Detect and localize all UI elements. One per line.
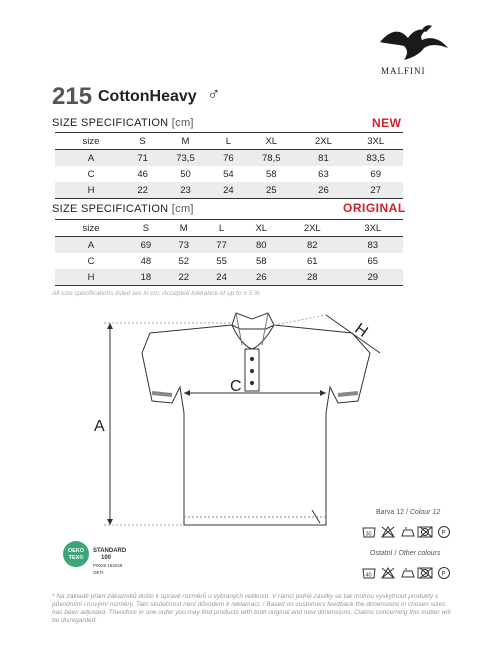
svg-text:TEX®: TEX® (68, 555, 84, 561)
care-label-en: Other colours (398, 550, 441, 557)
care-icons-other (362, 566, 452, 580)
table-cell: 65 (343, 253, 404, 269)
table-cell: 24 (213, 182, 244, 199)
oeko-tex-standard (93, 548, 126, 576)
table-cell: 52 (165, 253, 203, 269)
table-header-row (55, 133, 403, 150)
gender-symbol: ♂ (207, 84, 221, 104)
table-cell: H (55, 269, 127, 286)
care-label-colour12 (376, 509, 440, 516)
size-table-new (55, 132, 403, 199)
table-cell: H (55, 182, 127, 199)
table-cell: 58 (244, 166, 299, 182)
table-cell: 27 (348, 182, 403, 199)
table-cell: 22 (127, 182, 158, 199)
table-cell: 48 (127, 253, 165, 269)
table-cell: 78,5 (244, 150, 299, 167)
table-cell: 69 (127, 237, 165, 254)
product-number: 215 (52, 83, 93, 110)
table-cell: 83 (343, 237, 404, 254)
table-cell: 80 (240, 237, 282, 254)
care-label-cz: Ostatní / (370, 550, 397, 557)
polo-shirt-diagram (90, 305, 420, 540)
spec-unit: [cm] (171, 117, 194, 129)
table-row (55, 182, 403, 199)
column-header: L (213, 133, 244, 150)
svg-text:P: P (441, 530, 446, 537)
table-row (55, 253, 403, 269)
table-cell: 83,5 (348, 150, 403, 167)
spec-title-original (52, 203, 194, 215)
wash-temp-icon: 30 (365, 531, 372, 538)
oeko-tex-logo-icon (62, 540, 90, 568)
table-cell: 28 (282, 269, 342, 286)
table-cell: C (55, 253, 127, 269)
spec-title-text: SIZE SPECIFICATION (52, 203, 169, 215)
table-cell: 76 (213, 150, 244, 167)
table-cell: 73,5 (158, 150, 213, 167)
table-cell: A (55, 150, 127, 167)
care-label-cz: Barva 12 / (376, 509, 408, 516)
table-row (55, 150, 403, 167)
table-cell: 55 (203, 253, 241, 269)
oeko-institute: OETI (93, 570, 104, 575)
table-row (55, 269, 403, 286)
svg-text:OEKO: OEKO (67, 548, 85, 554)
column-header: 3XL (348, 133, 403, 150)
table-cell: 18 (127, 269, 165, 286)
column-header: 2XL (299, 133, 349, 150)
column-header: XL (244, 133, 299, 150)
table-cell: 82 (282, 237, 342, 254)
product-name: CottonHeavy (98, 88, 197, 105)
oeko-standard-label: STANDARD (93, 548, 127, 554)
table-cell: 46 (127, 166, 158, 182)
column-header: 2XL (282, 220, 342, 237)
column-header: size (55, 133, 127, 150)
spec-tag-original: ORIGINAL (343, 201, 406, 215)
column-header: 3XL (343, 220, 404, 237)
care-label-other (370, 550, 440, 557)
brand-logo-text: MALFINI (381, 66, 426, 76)
table-row (55, 166, 403, 182)
table-header-row (55, 220, 403, 237)
table-row (55, 237, 403, 254)
table-cell: 26 (240, 269, 282, 286)
table-cell: 71 (127, 150, 158, 167)
malfini-bird-logo (378, 22, 450, 64)
table-cell: 24 (203, 269, 241, 286)
column-header: XL (240, 220, 282, 237)
table-cell: 22 (165, 269, 203, 286)
table-cell: 61 (282, 253, 342, 269)
table-cell: 73 (165, 237, 203, 254)
svg-text:P: P (441, 571, 446, 578)
table-cell: 29 (343, 269, 404, 286)
column-header: S (127, 133, 158, 150)
column-header: L (203, 220, 241, 237)
table-cell: C (55, 166, 127, 182)
dimension-label-c: C (230, 378, 242, 395)
table-cell: 69 (348, 166, 403, 182)
footnote: * Na základě přání zákazníků došlo k úpravě rozměrů u vybraných velikostí. V rámci jedné zásilky se tak mohou vyskytnout produkty s původními i novými rozměry. Tato skutečnost není důvodem k reklamaci. / Based on customers feedback the dimensions in chosen sizes has been adjusted. Therefore in one order you may find products with both original and new dimensions. Claims concerning this matter will be disregarded. (52, 593, 451, 624)
table-cell: 25 (244, 182, 299, 199)
table-cell: 77 (203, 237, 241, 254)
column-header: M (158, 133, 213, 150)
care-icons-colour12 (362, 525, 452, 539)
wash-temp-icon: 40 (365, 572, 372, 579)
table-cell: A (55, 237, 127, 254)
table-cell: 50 (158, 166, 213, 182)
dimension-label-h: H (351, 320, 371, 341)
column-header: M (165, 220, 203, 237)
spec-title-text: SIZE SPECIFICATION (52, 117, 169, 129)
column-header: S (127, 220, 165, 237)
spec-title-new (52, 117, 194, 129)
table-cell: 63 (299, 166, 349, 182)
spec-unit: [cm] (171, 203, 194, 215)
dimension-label-a: A (94, 418, 105, 435)
oeko-standard-number: 100 (101, 555, 112, 561)
table-cell: 23 (158, 182, 213, 199)
column-header: size (55, 220, 127, 237)
size-table-original (55, 219, 403, 286)
tolerance-note: All size specifications listed are in cm. Accepted tolerance of up to ± 5 % (52, 290, 260, 297)
table-cell: 54 (213, 166, 244, 182)
spec-tag-new: NEW (372, 116, 402, 130)
oeko-cert-number: P0029 153249 (93, 563, 123, 568)
table-cell: 58 (240, 253, 282, 269)
table-cell: 81 (299, 150, 349, 167)
table-cell: 26 (299, 182, 349, 199)
care-label-en: Colour 12 (409, 509, 441, 516)
